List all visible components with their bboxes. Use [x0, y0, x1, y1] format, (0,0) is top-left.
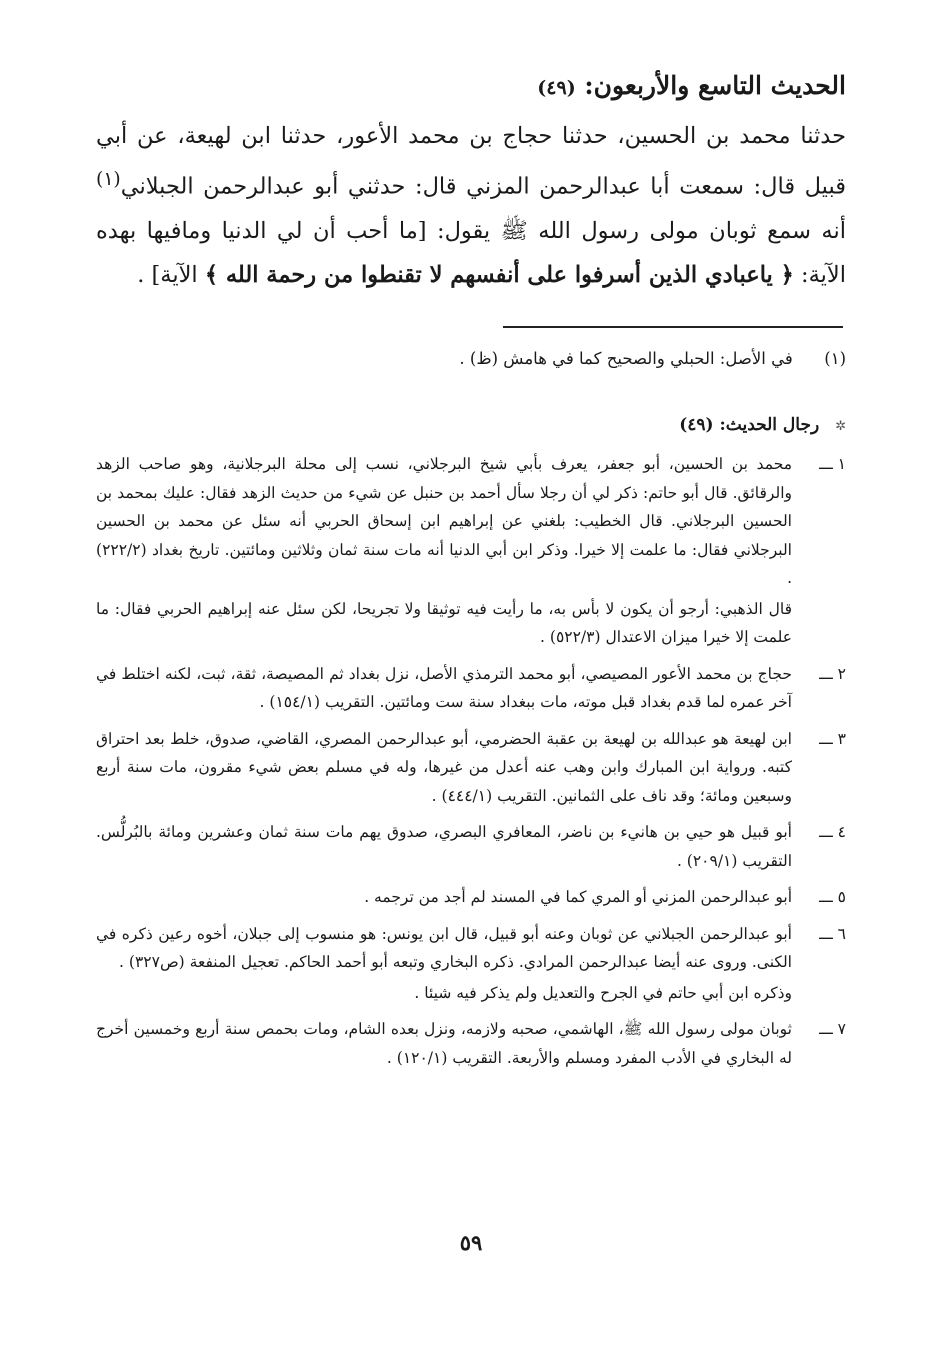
page-number: ٥٩: [459, 1230, 483, 1255]
entry-paragraph: محمد بن الحسين، أبو جعفر، يعرف بأبي شيخ البرجلاني، نسب إلى محلة البرجلانية، وهو صاحب الزهد والرقائق. قال أبو حاتم: ذكر لي أن رجلا سأل أحمد بن حنبل عن شيء من حديث الزهد فقال: عليك بمحمد بن الحسين البرجلاني. قال الخطيب: بلغني عن إبراهيم ابن إسحاق الحربي أنه سئل عن محمد بن الحسين البرجلاني فقال: ما علمت إلا خيرا. وذكر ابن أبي الدنيا أنه مات سنة ثمان وثلاثين ومائتين. تاريخ بغداد (٢٢٢/٢) .: [96, 455, 792, 587]
quran-verse: ﴿ ياعبادي الذين أسرفوا على أنفسهم لا تقنطوا من رحمة الله ﴾: [204, 261, 794, 288]
entry-paragraph: ابن لهيعة هو عبدالله بن لهيعة بن عقبة الحضرمي، أبو عبدالرحمن المصري، القاضي، صدوق، خلط بعد احتراق كتبه. ورواية ابن المبارك وابن وهب عنه أعدل من غيرها، وله في مسلم بعض شيء مقرون، مات سنة أربع وسبعين ومائة؛ وقد ناف على الثمانين. التقريب (٤٤٤/١) .: [96, 729, 792, 805]
entry-number: ٥ ـــ: [819, 888, 846, 906]
narrator-entry: [96, 818, 846, 875]
hadith-text: [96, 114, 846, 297]
entry-number: ٤ ـــ: [819, 823, 846, 841]
entry-number: ٢ ـــ: [819, 664, 846, 683]
hadith-heading: [86, 66, 846, 108]
matn-text: أنه سمع ثوبان مولى رسول الله ﷺ يقول: [ما أحب أن لي الدنيا ومافيها بهده الآية:: [96, 217, 846, 288]
narrator-entry: [96, 660, 846, 717]
narrator-entry: [96, 725, 846, 811]
isnad-text: حدثنا محمد بن الحسين، حدثنا حجاج بن محمد الأعور، حدثنا ابن لهيعة، عن أبي قبيل قال: سمعت أبا عبدالرحمن المزني قال: حدثني أبو عبدالرحمن الجبلاني: [96, 123, 846, 200]
asterisk-icon: ✲: [835, 419, 846, 434]
narrator-entry: [96, 1015, 846, 1072]
narrators-section-title: [96, 410, 846, 442]
entry-number: ٣ ـــ: [819, 729, 846, 748]
narrator-entry: [96, 450, 846, 652]
narrators-list: [96, 450, 846, 1080]
entry-paragraph: وذكره ابن أبي حاتم في الجرح والتعديل ولم يذكر فيه شيئا .: [414, 983, 792, 1002]
narrator-entry: [96, 920, 846, 1008]
footnote: [96, 344, 846, 374]
hadith-title: الحديث التاسع والأربعون:: [584, 71, 846, 100]
entry-number: ١ ـــ: [819, 455, 846, 473]
footnote-marker: (١): [824, 349, 846, 368]
entry-paragraph: أبو عبدالرحمن الجبلاني عن ثوبان وعنه أبو قبيل، قال ابن يونس: هو منسوب إلى جبلان، أخوه رعين ذكره في الكنى. وروى عنه أيضا عبدالرحمن المرادي. ذكره البخاري وتبعه أبو أحمد الحاكم. تعجيل المنفعة (ص٣٢٧) .: [96, 924, 792, 971]
entry-number: ٧ ـــ: [819, 1020, 846, 1038]
entry-paragraph: أبو قبيل هو حيي بن هانيء بن ناضر، المعافري البصري، صدوق يهم مات سنة ثمان وعشرين ومائة بالبُرلُّس. التقريب (٢٠٩/١) .: [96, 823, 792, 870]
matn-ending: الآية] .: [137, 261, 198, 288]
footnote-text: في الأصل: الحبلي والصحيح كما في هامش (ظ) .: [459, 349, 793, 368]
entry-paragraph: ثوبان مولى رسول الله ﷺ، الهاشمي، صحبه ولازمه، ونزل بعده الشام، ومات بحمص سنة أربع وخمسين أخرج له البخاري في الأدب المفرد ومسلم والأربعة. التقريب (١٢٠/١) .: [96, 1020, 792, 1067]
narrators-title-text: رجال الحديث: (٤٩): [679, 415, 820, 435]
entry-paragraph: حجاج بن محمد الأعور المصيصي، أبو محمد الترمذي الأصل، نزل بغداد ثم المصيصة، ثقة، ثبت، لكنه اختلط في آخر عمره لما قدم بغداد قبل موته، مات ببغداد سنة ست ومائتين. التقريب (١٥٤/١) .: [96, 664, 792, 711]
footnote-divider: [503, 326, 843, 328]
footnote-reference: (١): [96, 169, 121, 190]
entry-paragraph: قال الذهبي: أرجو أن يكون لا بأس به، ما رأيت فيه توثيقا ولا تجريحا، لكن سئل عنه إبراهيم الحربي فقال: ما علمت إلا خيرا ميزان الاعتدال (٥٢٢/٣) .: [96, 599, 792, 646]
narrator-entry: [96, 883, 846, 912]
entry-number: ٦ ـــ: [819, 924, 846, 943]
entry-paragraph: أبو عبدالرحمن المزني أو المري كما في المسند لم أجد من ترجمه .: [364, 888, 792, 906]
hadith-number: (٤٩): [537, 77, 576, 99]
